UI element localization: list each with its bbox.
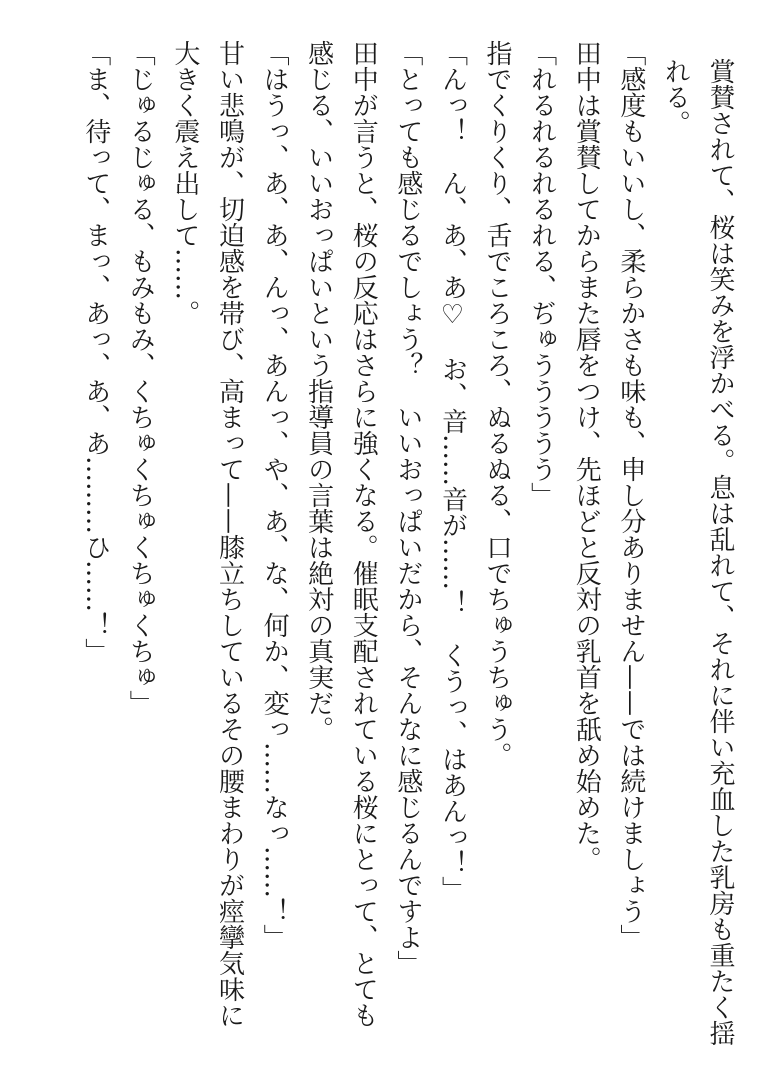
paragraph: 甘い悲鳴が、切迫感を帯び、高まって——膝立ちしているその腰まわりが痙攣気味に大きく震え出して……。 [169,40,245,1028]
dialogue-line: 「れるれるれるれる、ぢゅううううう」 [526,40,557,508]
dialogue-line: 「感度もいいし、柔らかさも味も、申し分ありません——では続けましょう」 [615,40,646,950]
dialogue-line: 「んっ！ ん、あ、あ♡ お、音……音が……！ くうっ、はあんっ！」 [437,40,468,902]
dialogue-line: 「ま、待って、まっ、あっ、あ、あ………ひ……！」 [80,40,111,664]
dialogue-line: 「とっても感じるでしょう？ いいおっぱいだから、そんなに感じるんですよ」 [392,40,423,976]
dialogue-line: 「じゅるじゅる、もみもみ、くちゅくちゅくちゅくちゅ」 [125,40,156,716]
paragraph: 指でくりくり、舌でころころ、ぬるぬる、口でちゅうちゅう。 [482,40,513,768]
dialogue-line: 「はうっ、あ、あ、んっ、あんっ、や、あ、な、何か、変っ……なっ……！」 [259,40,290,950]
paragraph: 田中が言うと、桜の反応はさらに強くなる。催眠支配されている桜にとって、とても感じる、いいおっぱいという指導員の言葉は絶対の真実だ。 [303,40,379,1028]
vertical-text-body [30,40,742,1050]
paragraph: 賞賛されて、桜は笑みを浮かべる。息は乱れて、それに伴い充血した乳房も重たく揺れる。 [660,58,735,1046]
paragraph: 田中は賞賛してからまた唇をつけ、先ほどと反対の乳首を舐め始めた。 [571,40,602,872]
